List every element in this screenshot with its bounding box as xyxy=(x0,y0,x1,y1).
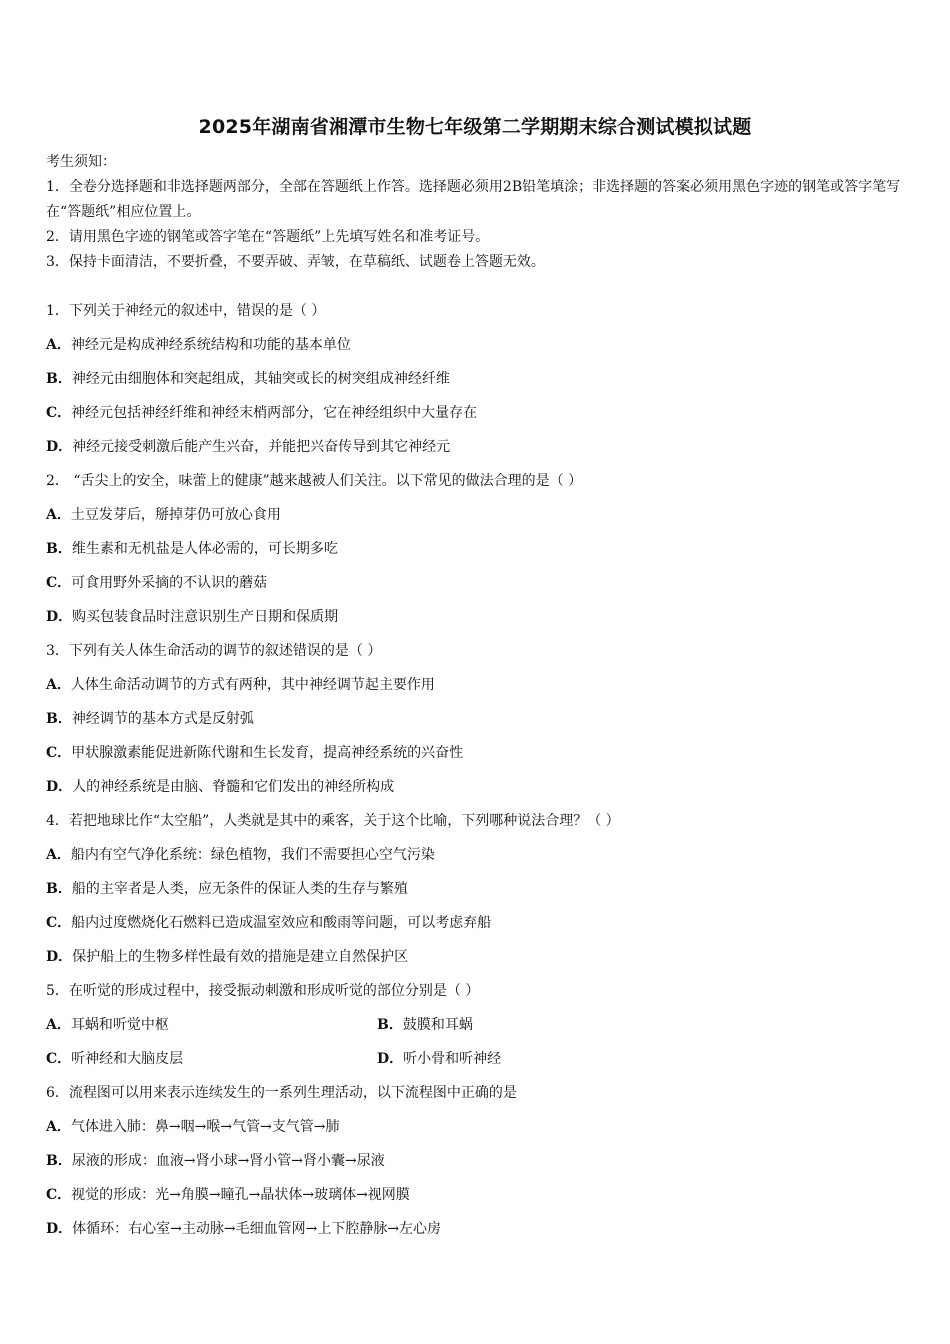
question-6-stem: 6．流程图可以用来表示连续发生的一系列生理活动，以下流程图中正确的是 xyxy=(46,1085,517,1101)
option-letter: C． xyxy=(46,1051,72,1067)
option-text: 船内过度燃烧化石燃料已造成温室效应和酸雨等问题，可以考虑弃船 xyxy=(71,915,492,931)
question-6-option-a xyxy=(46,1113,908,1147)
notice-item-2: 2．请用黑色字迹的钢笔或答字笔在“答题纸”上先填写姓名和准考证号。 xyxy=(46,229,490,245)
option-letter: A． xyxy=(46,1017,71,1033)
notice-heading: 考生须知： xyxy=(46,154,116,170)
option-text: 听小骨和听神经 xyxy=(403,1051,502,1067)
question-1-option-c xyxy=(46,399,908,433)
question-5-option-c xyxy=(46,1045,377,1079)
option-letter: B． xyxy=(46,541,72,557)
option-letter: D． xyxy=(46,439,73,455)
option-text: 甲状腺激素能促进新陈代谢和生长发育，提高神经系统的兴奋性 xyxy=(71,745,464,761)
question-2-option-a xyxy=(46,501,908,535)
option-text: 神经元包括神经纤维和神经末梢两部分，它在神经组织中大量存在 xyxy=(71,405,478,421)
option-text: 神经元接受刺激后能产生兴奋，并能把兴奋传导到其它神经元 xyxy=(72,439,451,455)
option-text: 视觉的形成：光→角膜→瞳孔→晶状体→玻璃体→视网膜 xyxy=(71,1187,410,1203)
option-text: 耳蜗和听觉中枢 xyxy=(70,1017,169,1033)
option-letter: A． xyxy=(46,677,71,693)
option-letter: B． xyxy=(46,1153,72,1169)
exam-title: 2025年湖南省湘潭市生物七年级第二学期期末综合测试模拟试题 xyxy=(198,116,752,138)
question-3-option-c xyxy=(46,739,908,773)
question-2-stem: 2． “舌尖上的安全，味蕾上的健康”越来越被人们关注。以下常见的做法合理的是（ ） xyxy=(46,473,583,489)
option-text: 保护船上的生物多样性最有效的措施是建立自然保护区 xyxy=(72,949,409,965)
question-3-option-a xyxy=(46,671,908,705)
option-text: 鼓膜和耳蜗 xyxy=(402,1017,473,1033)
option-letter: D． xyxy=(46,779,73,795)
question-5-option-b xyxy=(377,1011,708,1045)
question-1-option-d xyxy=(46,433,908,467)
option-letter: A． xyxy=(46,1119,71,1135)
option-text: 神经元由细胞体和突起组成，其轴突或长的树突组成神经纤维 xyxy=(71,371,450,387)
option-letter: B． xyxy=(46,881,72,897)
question-4-option-c xyxy=(46,909,908,943)
option-letter: D． xyxy=(46,949,73,965)
question-3-stem: 3．下列有关人体生命活动的调节的叙述错误的是（ ） xyxy=(46,643,382,659)
question-4-option-a xyxy=(46,841,908,875)
option-letter: A． xyxy=(46,847,71,863)
question-5-options-row-1 xyxy=(46,1011,908,1045)
notice-item-1: 1．全卷分选择题和非选择题两部分，全部在答题纸上作答。选择题必须用2B铅笔填涂；非选择题的答案必须用黑色字迹的钢笔或答字笔写在“答题纸”相应位置上。 xyxy=(46,179,901,220)
question-1-option-a xyxy=(46,331,908,365)
option-text: 购买包装食品时注意识别生产日期和保质期 xyxy=(72,609,339,625)
option-letter: D． xyxy=(377,1051,404,1067)
question-5-stem: 5．在听觉的形成过程中，接受振动刺激和形成听觉的部位分别是（ ） xyxy=(46,983,480,999)
option-letter: D． xyxy=(46,609,73,625)
option-text: 人体生命活动调节的方式有两种，其中神经调节起主要作用 xyxy=(70,677,435,693)
option-text: 维生素和无机盐是人体必需的，可长期多吃 xyxy=(71,541,338,557)
question-6-option-d xyxy=(46,1215,908,1249)
question-3-option-b xyxy=(46,705,908,739)
option-text: 体循环：右心室→主动脉→毛细血管网→上下腔静脉→左心房 xyxy=(72,1221,442,1237)
question-1-option-b xyxy=(46,365,908,399)
option-letter: C． xyxy=(46,405,72,421)
option-text: 气体进入肺：鼻→咽→喉→气管→支气管→肺 xyxy=(70,1119,340,1135)
question-5-option-a xyxy=(46,1011,377,1045)
option-letter: C． xyxy=(46,1187,72,1203)
option-letter: C． xyxy=(46,915,72,931)
question-6-option-b xyxy=(46,1147,908,1181)
option-text: 船的主宰者是人类，应无条件的保证人类的生存与繁殖 xyxy=(71,881,408,897)
option-text: 船内有空气净化系统：绿色植物，我们不需要担心空气污染 xyxy=(70,847,435,863)
option-text: 听神经和大脑皮层 xyxy=(71,1051,184,1067)
option-letter: B． xyxy=(377,1017,403,1033)
notice-item-3: 3．保持卡面清洁，不要折叠，不要弄破、弄皱，在草稿纸、试题卷上答题无效。 xyxy=(46,254,545,270)
option-text: 尿液的形成：血液→肾小球→肾小管→肾小囊→尿液 xyxy=(71,1153,385,1169)
question-5-options-row-2 xyxy=(46,1045,908,1079)
question-2-option-d xyxy=(46,603,908,637)
option-letter: A． xyxy=(46,507,71,523)
question-2-option-b xyxy=(46,535,908,569)
option-letter: C． xyxy=(46,745,72,761)
option-letter: D． xyxy=(46,1221,73,1237)
question-1-stem: 1．下列关于神经元的叙述中，错误的是（ ） xyxy=(46,303,326,319)
option-text: 神经调节的基本方式是反射弧 xyxy=(71,711,254,727)
option-text: 神经元是构成神经系统结构和功能的基本单位 xyxy=(70,337,351,353)
option-text: 人的神经系统是由脑、脊髓和它们发出的神经所构成 xyxy=(72,779,395,795)
question-2-option-c xyxy=(46,569,908,603)
question-4-stem: 4．若把地球比作“太空船”，人类就是其中的乘客，关于这个比喻，下列哪种说法合理？（ ） xyxy=(46,813,620,829)
question-6-option-c xyxy=(46,1181,908,1215)
question-4-option-b xyxy=(46,875,908,909)
option-text: 可食用野外采摘的不认识的蘑菇 xyxy=(71,575,268,591)
question-3-option-d xyxy=(46,773,908,807)
question-5-option-d xyxy=(377,1045,708,1079)
option-letter: B． xyxy=(46,371,72,387)
candidate-notice xyxy=(46,150,908,275)
option-letter: C． xyxy=(46,575,72,591)
option-letter: B． xyxy=(46,711,72,727)
question-list xyxy=(46,297,908,1249)
option-text: 土豆发芽后，掰掉芽仍可放心食用 xyxy=(70,507,281,523)
question-4-option-d xyxy=(46,943,908,977)
option-letter: A． xyxy=(46,337,71,353)
